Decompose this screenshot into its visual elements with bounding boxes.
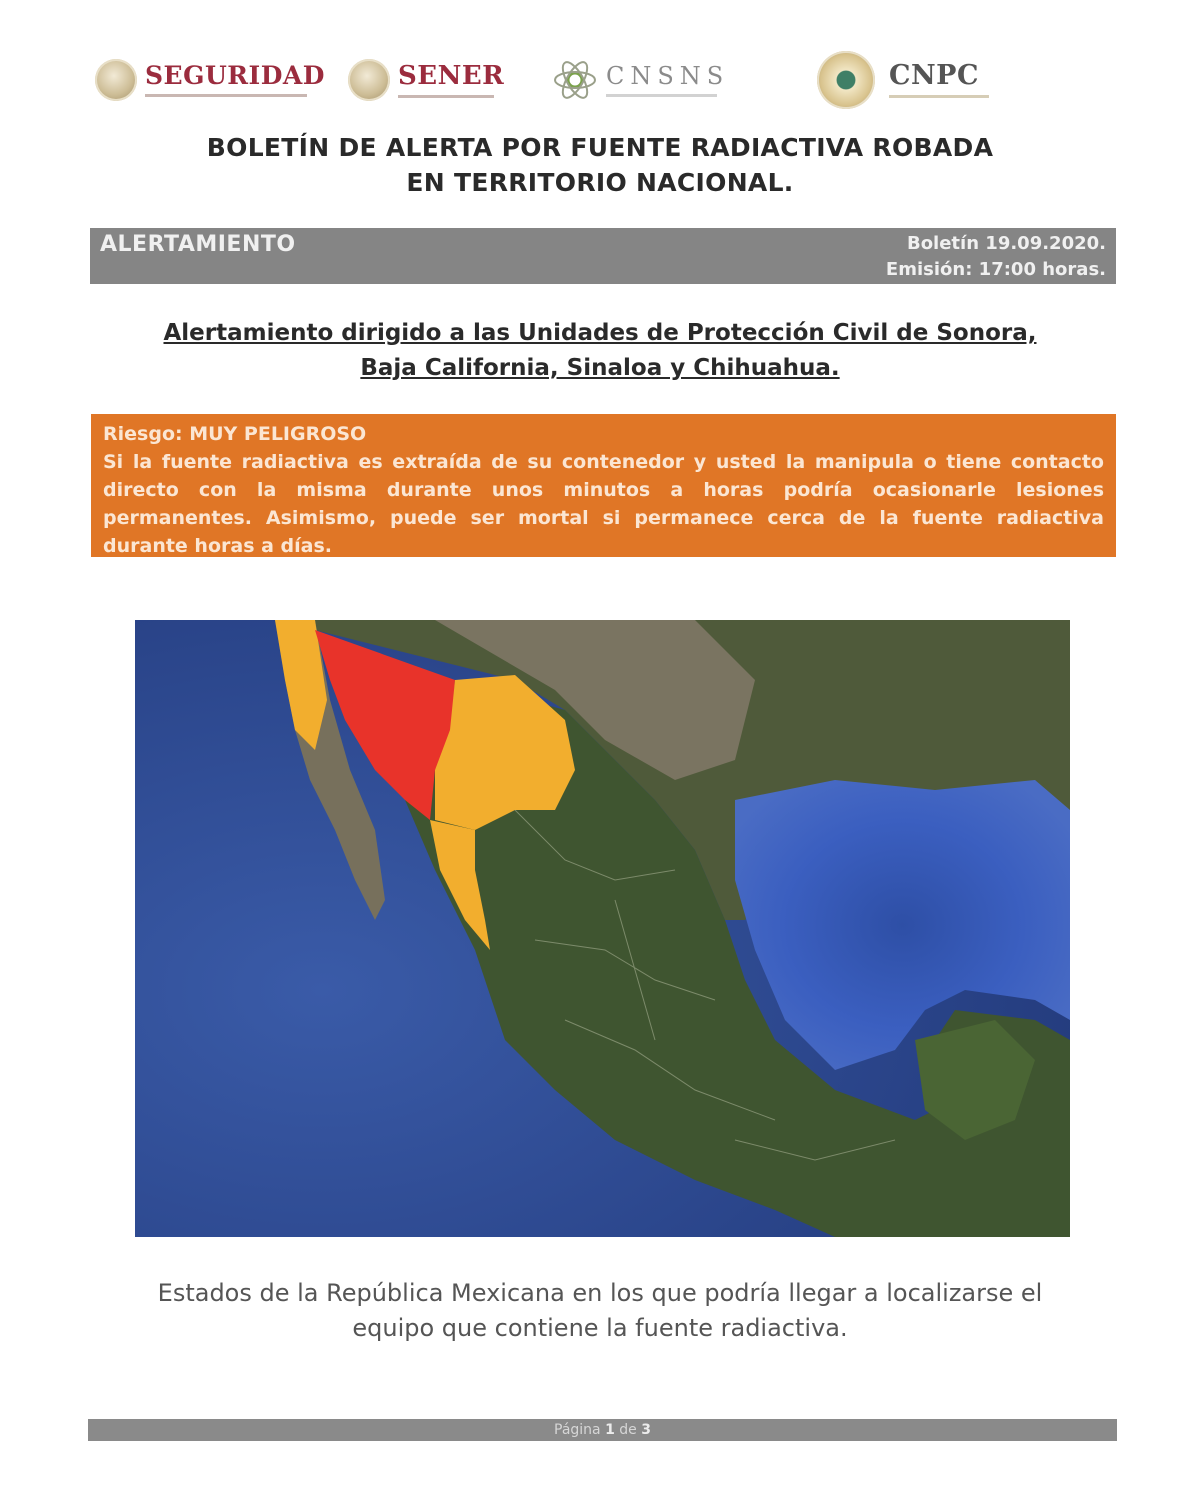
risk-heading: Riesgo: MUY PELIGROSO	[103, 423, 367, 445]
recipients-line-2: Baja California, Sinaloa y Chihuahua.	[360, 355, 840, 381]
mexico-seal-icon	[348, 59, 390, 101]
page-number: 1	[605, 1422, 615, 1438]
alert-header-bar	[90, 228, 1116, 284]
sener-logo-text: SENER	[398, 60, 505, 91]
cnpc-logo	[817, 45, 989, 115]
title-line-1: BOLETÍN DE ALERTA POR FUENTE RADIACTIVA ROBADA	[206, 133, 994, 162]
risk-box	[91, 414, 1116, 557]
page-footer	[88, 1419, 1117, 1441]
title-line-2: EN TERRITORIO NACIONAL.	[406, 168, 794, 197]
page-total: 3	[641, 1422, 651, 1438]
emission-time: Emisión: 17:00 horas.	[885, 259, 1106, 280]
seguridad-logo	[95, 45, 325, 115]
cnsns-logo-text: CNSNS	[606, 61, 730, 90]
cnsns-logo	[552, 45, 729, 115]
mexico-map	[135, 620, 1070, 1237]
sener-logo	[348, 45, 504, 115]
cnpc-seal-icon	[817, 51, 875, 109]
bulletin-title	[0, 130, 1200, 200]
recipients-line-1: Alertamiento dirigido a las Unidades de Protección Civil de Sonora,	[163, 320, 1037, 346]
bulletin-date: Boletín 19.09.2020.	[906, 233, 1106, 254]
alert-recipients	[0, 316, 1200, 386]
cnsns-atom-icon	[552, 57, 598, 103]
map-caption	[0, 1276, 1200, 1346]
caption-line-2: equipo que contiene la fuente radiactiva.	[352, 1314, 848, 1342]
alert-label: ALERTAMIENTO	[100, 232, 296, 257]
risk-text: Si la fuente radiactiva es extraída de su contenedor y usted la manipula o tiene contacto directo con la misma durante unos minutos a horas podría ocasionarle lesiones permanentes. Asimismo, puede ser mortal si permanece cerca de la fuente radiactiva durante horas a días.	[103, 451, 1104, 557]
header-logos	[95, 45, 1105, 115]
mexico-seal-icon	[95, 59, 137, 101]
of-word: de	[619, 1422, 637, 1438]
caption-line-1: Estados de la República Mexicana en los que podría llegar a localizarse el	[157, 1279, 1043, 1307]
mexico-map-image	[135, 620, 1070, 1237]
cnpc-logo-text: CNPC	[889, 60, 979, 91]
page-word: Página	[554, 1422, 601, 1438]
seguridad-logo-text: SEGURIDAD	[145, 61, 325, 90]
bulletin-info	[886, 231, 1106, 283]
